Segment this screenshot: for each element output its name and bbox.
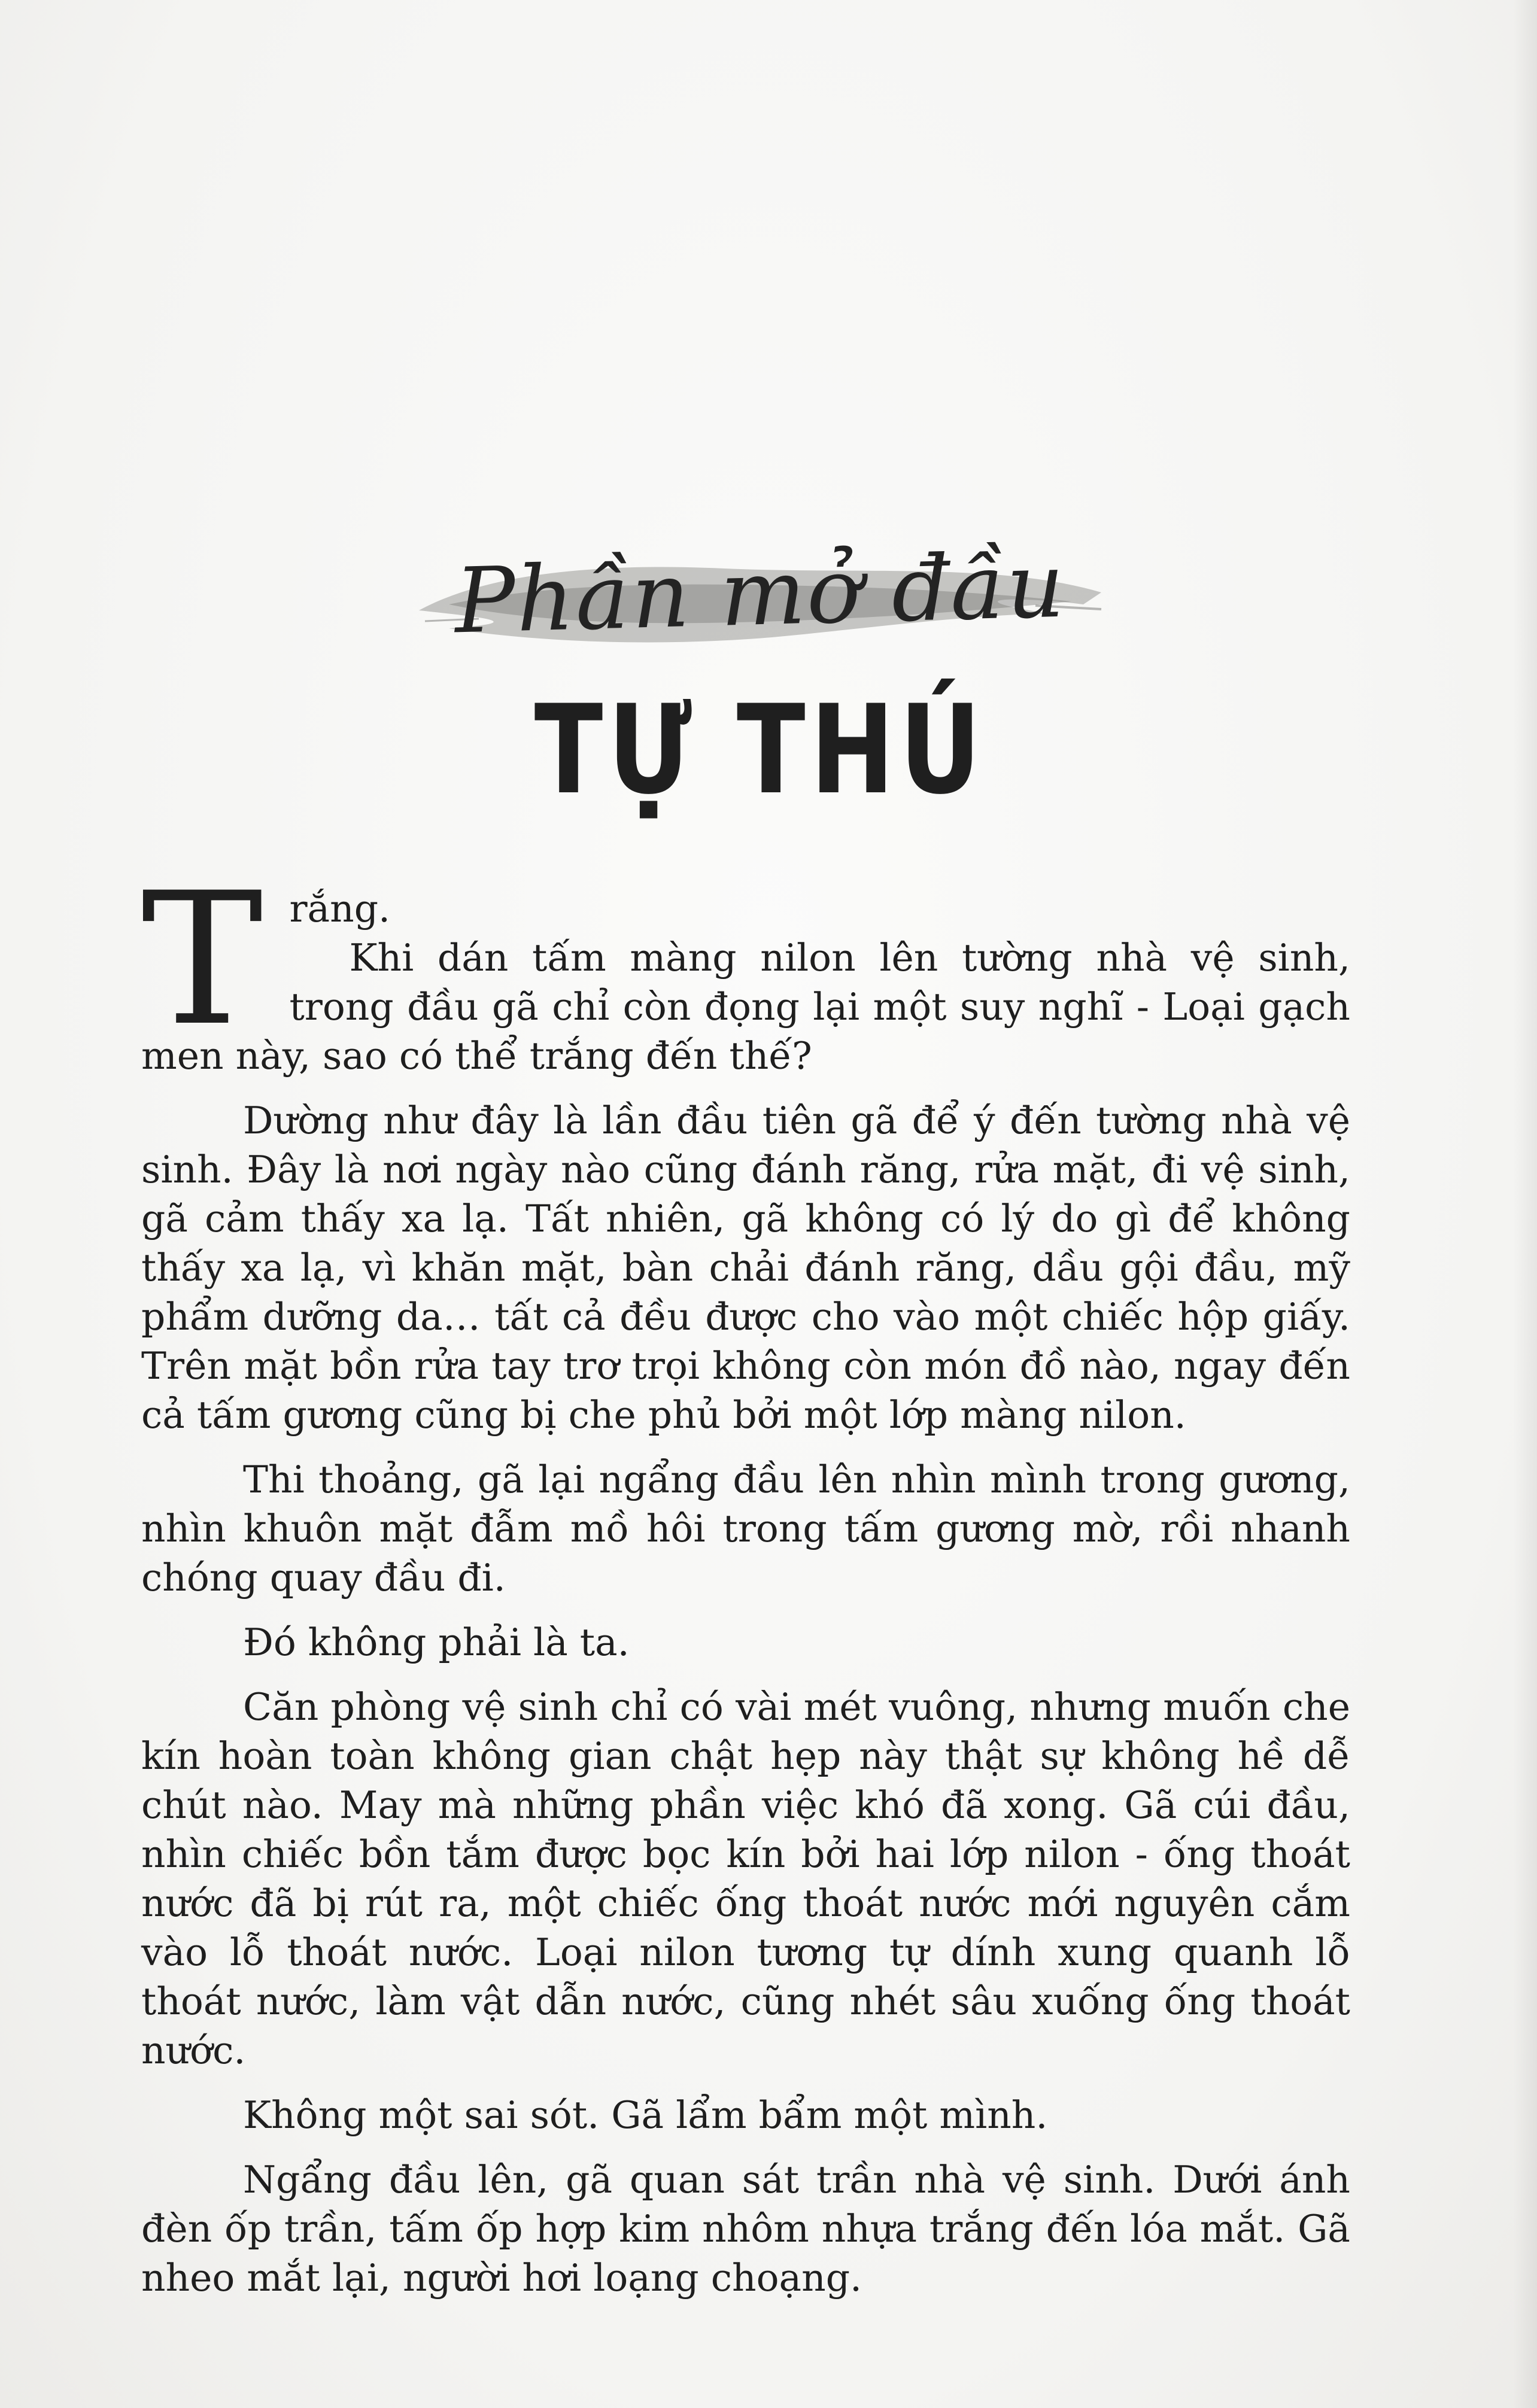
first-paragraph bbox=[141, 853, 1350, 1081]
paragraph: Không một sai sót. Gã lẩm bẩm một mình. bbox=[243, 2093, 1048, 2137]
paragraph: Căn phòng vệ sinh chỉ có vài mét vuông, nhưng muốn che kín hoàn toàn không gian chật hẹp này thật sự không hề dễ chút nào. May mà những phần việc khó đã xong. Gã cúi đầu, nhìn chiếc bồn tắm được bọc kín bởi hai lớp nilon - ống thoát nước đã bị rút ra, một chiếc ống thoát nước mới nguyên cắm vào lỗ thoát nước. Loại nilon tương tự dính xung quanh lỗ thoát nước, làm vật dẫn nước, cũng nhét sâu xuống ống thoát nước. bbox=[141, 1685, 1350, 2072]
chapter-title: TỰ THÚ bbox=[534, 679, 986, 822]
body-text bbox=[141, 853, 1350, 2318]
page-edge-shadow bbox=[1513, 0, 1537, 2408]
paragraph: Khi dán tấm màng nilon lên tường nhà vệ sinh, trong đầu gã chỉ còn đọng lại một suy nghĩ - Loại gạch men này, sao có thể trắng đến thế? bbox=[141, 936, 1350, 1078]
paragraph: Ngẩng đầu lên, gã quan sát trần nhà vệ sinh. Dưới ánh đèn ốp trần, tấm ốp hợp kim nhôm nhựa trắng đến lóa mắt. Gã nheo mắt lại, người hơi loạng choạng. bbox=[141, 2158, 1350, 2300]
part-title: Phần mở đầu bbox=[453, 533, 1067, 654]
drop-cap: T bbox=[141, 853, 263, 1066]
first-word: rắng. bbox=[289, 887, 391, 931]
paragraph: Dường như đây là lần đầu tiên gã để ý đến tường nhà vệ sinh. Đây là nơi ngày nào cũng đánh răng, rửa mặt, đi vệ sinh, gã cảm thấy xa lạ. Tất nhiên, gã không có lý do gì để không thấy xa lạ, vì khăn mặt, bàn chải đánh răng, dầu gội đầu, mỹ phẩm dưỡng da… tất cả đều được cho vào một chiếc hộp giấy. Trên mặt bồn rửa tay trơ trọi không còn món đồ nào, ngay đến cả tấm gương cũng bị che phủ bởi một lớp màng nilon. bbox=[141, 1099, 1350, 1437]
paragraph: Đó không phải là ta. bbox=[243, 1620, 630, 1664]
paragraph: Thi thoảng, gã lại ngẩng đầu lên nhìn mình trong gương, nhìn khuôn mặt đẫm mồ hôi trong tấm gương mờ, rồi nhanh chóng quay đầu đi. bbox=[141, 1458, 1350, 1600]
